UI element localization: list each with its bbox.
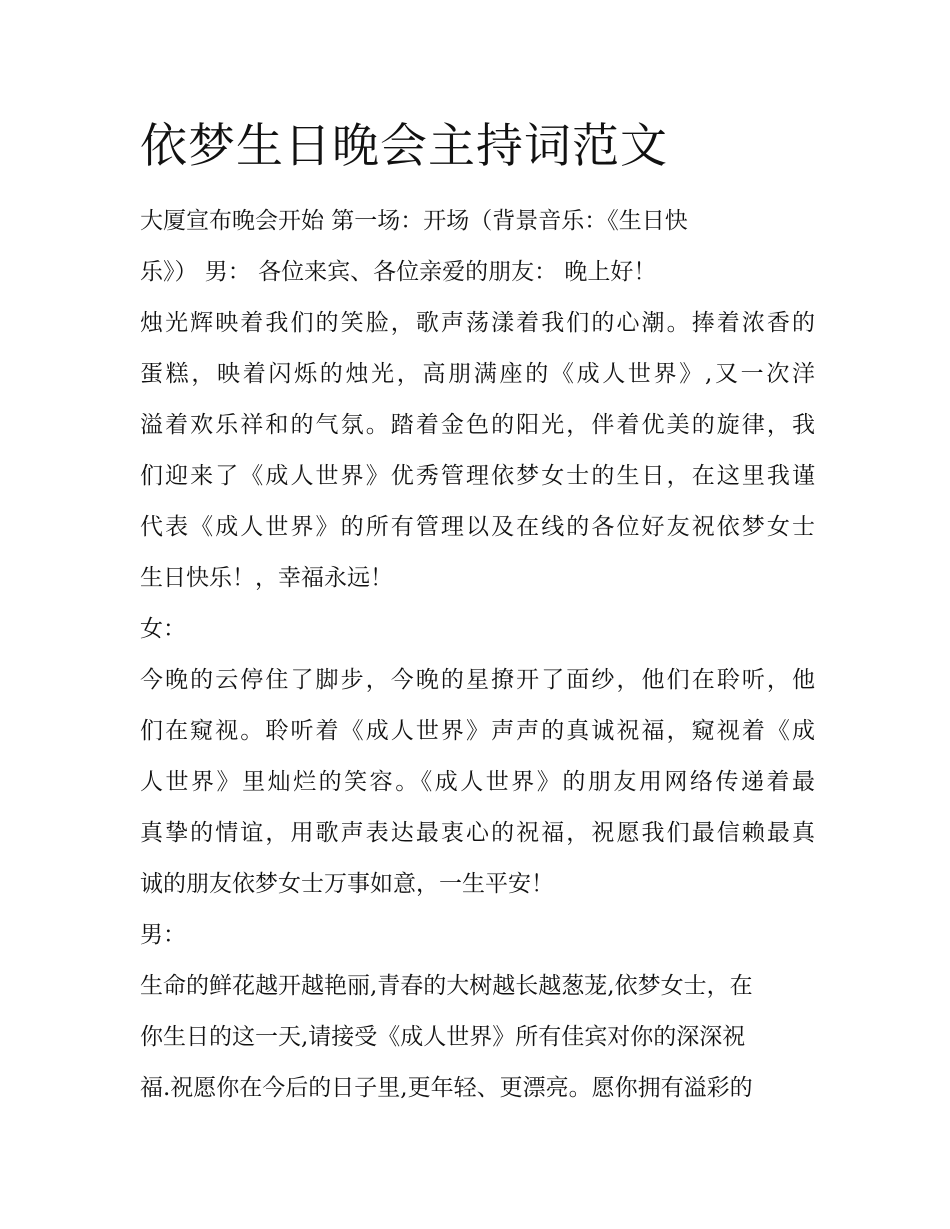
text-line: 生命的鲜花越开越艳丽,青春的大树越长越葱茏,依梦女士，在 xyxy=(140,973,753,999)
text-line: 你生日的这一天,请接受《成人世界》所有佳宾对你的深深祝 xyxy=(140,1024,746,1050)
text-line: 人世界》里灿烂的笑容。《成人世界》的朋友用网络传递着最 xyxy=(140,769,815,795)
text-line: 今晚的云停住了脚步，今晚的星撩开了面纱，他们在聆听，他 xyxy=(140,667,815,693)
text-line: 生日快乐！，幸福永远！ xyxy=(140,565,393,591)
text-line: 溢着欢乐祥和的气氛。踏着金色的阳光，伴着优美的旋律，我 xyxy=(140,412,815,438)
document-title: 依梦生日晚会主持词范文 xyxy=(140,119,668,174)
text-line: 大厦宣布晚会开始 第一场：开场（背景音乐：《生日快 xyxy=(140,208,688,234)
text-line: 诚的朋友依梦女士万事如意，一生平安！ xyxy=(140,871,554,897)
text-line: 乐》） 男： 各位来宾、各位亲爱的朋友： 晚上好！ xyxy=(140,259,657,285)
text-line: 蛋糕，映着闪烁的烛光，高朋满座的《成人世界》,又一次洋 xyxy=(140,361,815,387)
speaker-label: 男： xyxy=(140,922,186,948)
text-line: 们迎来了《成人世界》优秀管理依梦女士的生日，在这里我谨 xyxy=(140,463,815,489)
text-line: 代表《成人世界》的所有管理以及在线的各位好友祝依梦女士 xyxy=(140,514,815,540)
text-line: 真挚的情谊，用歌声表达最衷心的祝福，祝愿我们最信赖最真 xyxy=(140,820,815,846)
speaker-label: 女： xyxy=(140,616,186,642)
text-line: 们在窥视。聆听着《成人世界》声声的真诚祝福，窥视着《成 xyxy=(140,718,815,744)
text-line: 福.祝愿你在今后的日子里,更年轻、更漂亮。愿你拥有溢彩的 xyxy=(140,1075,753,1101)
text-line: 烛光辉映着我们的笑脸，歌声荡漾着我们的心潮。捧着浓香的 xyxy=(140,310,815,336)
